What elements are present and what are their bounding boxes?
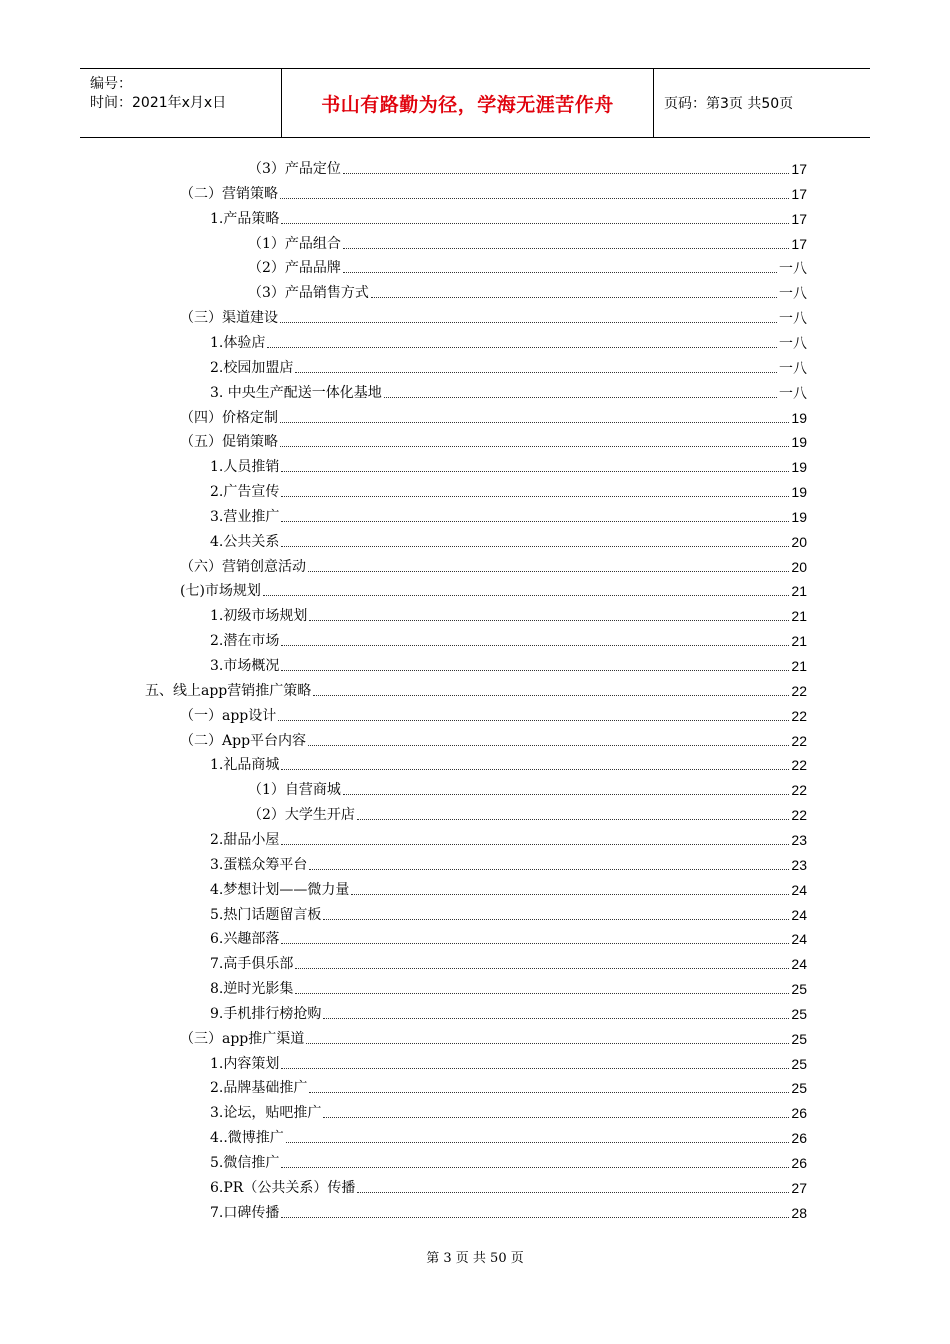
toc-dot-leader [281, 520, 789, 522]
toc-entry-page-number: 19 [791, 459, 807, 476]
toc-entry-title: 2.潜在市场 [210, 633, 280, 650]
toc-entry[interactable] [248, 804, 807, 826]
toc-entry-page-number: 22 [791, 782, 807, 799]
toc-entry[interactable] [210, 1077, 807, 1099]
toc-dot-leader [323, 1017, 789, 1019]
header-page-info [664, 69, 870, 137]
toc-entry-page-number: 28 [791, 1204, 807, 1221]
toc-entry-title: （2）产品品牌 [248, 260, 341, 277]
toc-entry-title: 1.初级市场规划 [210, 608, 308, 625]
page-footer: 第 3 页 共 50 页 [426, 1251, 524, 1266]
toc-dot-leader [343, 793, 790, 795]
toc-dot-leader [281, 222, 789, 224]
toc-entry-title: 3.市场概况 [210, 658, 280, 674]
toc-entry[interactable] [180, 556, 807, 578]
toc-entry-title: 1.产品策略 [210, 210, 280, 227]
toc-entry-page-number: 21 [791, 583, 807, 600]
toc-entry[interactable] [210, 829, 807, 851]
toc-dot-leader [267, 346, 777, 348]
toc-entry[interactable] [210, 456, 807, 478]
toc-entry-title: （二）营销策略 [180, 185, 278, 202]
toc-entry-page-number: 一八 [779, 334, 807, 351]
toc-entry-page-number: 25 [791, 1005, 807, 1022]
toc-dot-leader [323, 1116, 789, 1118]
toc-entry-page-number: 23 [791, 831, 807, 848]
toc-entry-page-number: 20 [791, 558, 807, 575]
header-page-info-text: 页码：第3页 共50页 [664, 96, 794, 112]
toc-entry-page-number: 24 [791, 931, 807, 948]
toc-entry-page-number: 21 [791, 633, 807, 650]
toc-entry-page-number: 19 [791, 409, 807, 426]
toc-entry-page-number: 25 [791, 1055, 807, 1072]
toc-entry-page-number: 22 [791, 682, 807, 699]
toc-dot-leader [281, 545, 789, 547]
toc-entry-page-number: 22 [791, 757, 807, 774]
toc-entry[interactable] [210, 630, 807, 652]
toc-entry[interactable] [210, 953, 807, 975]
toc-entry-page-number: 23 [791, 856, 807, 873]
toc-entry-title: 4..微博推广 [210, 1130, 284, 1147]
toc-entry[interactable] [210, 1202, 807, 1224]
toc-entry-title: 7.高手俱乐部 [210, 956, 294, 973]
toc-entry[interactable] [248, 158, 807, 180]
toc-entry-page-number: 22 [791, 732, 807, 749]
toc-entry-page-number: 24 [791, 906, 807, 923]
toc-dot-leader [281, 1216, 789, 1218]
toc-dot-leader [343, 172, 790, 174]
toc-entry-title: 7.口碑传播 [210, 1204, 280, 1221]
toc-dot-leader [278, 719, 789, 721]
toc-entry-title: （四）价格定制 [180, 409, 278, 426]
toc-entry[interactable] [210, 879, 807, 901]
toc-entry-page-number: 25 [791, 981, 807, 998]
toc-entry-page-number: 一八 [779, 310, 807, 327]
toc-dot-leader [306, 1042, 789, 1044]
toc-dot-leader [295, 992, 789, 994]
toc-entry[interactable] [210, 605, 807, 627]
toc-entry-page-number: 一八 [779, 285, 807, 302]
toc-entry[interactable] [248, 779, 807, 801]
toc-entry[interactable] [210, 854, 807, 876]
toc-entry[interactable] [180, 431, 807, 453]
toc-entry-title: （3）产品定位 [248, 161, 341, 177]
toc-entry-title: （2）大学生开店 [248, 807, 355, 824]
toc-entry-title: 1.内容策划 [210, 1055, 280, 1072]
toc-entry-page-number: 一八 [779, 359, 807, 376]
toc-entry-title: （三）app推广渠道 [180, 1030, 305, 1047]
toc-entry-page-number: 21 [791, 608, 807, 625]
toc-entry-title: 2.校园加盟店 [210, 359, 294, 376]
toc-entry-title: 3. 中央生产配送一体化基地 [210, 384, 382, 401]
toc-entry-page-number: 一八 [779, 260, 807, 277]
toc-dot-leader [309, 868, 789, 870]
toc-dot-leader [351, 893, 789, 895]
toc-entry-page-number: 26 [791, 1155, 807, 1171]
toc-entry[interactable] [210, 1127, 807, 1149]
toc-entry-title: （六）营销创意活动 [180, 558, 306, 575]
toc-entry-page-number: 25 [791, 1030, 807, 1047]
toc-entry[interactable] [180, 730, 807, 752]
toc-entry-page-number: 24 [791, 881, 807, 898]
toc-entry-title: 五、线上app营销推广策略 [145, 682, 312, 699]
toc-dot-leader [343, 271, 777, 273]
toc-dot-leader [295, 967, 789, 969]
header-motto: 书山有路勤为径，学海无涯苦作舟 [282, 69, 654, 137]
toc-entry-page-number: 20 [791, 533, 807, 550]
toc-entry[interactable] [210, 1177, 807, 1199]
toc-entry[interactable] [210, 1152, 807, 1174]
toc-dot-leader [308, 744, 789, 746]
toc-entry-page-number: 17 [791, 161, 807, 177]
toc-dot-leader [280, 421, 789, 423]
toc-entry-title: （1）自营商城 [248, 782, 341, 799]
toc-entry-title: 6.兴趣部落 [210, 931, 280, 948]
document-number-label: 编号： [90, 76, 132, 92]
toc-entry[interactable] [210, 754, 807, 776]
toc-dot-leader [323, 918, 789, 920]
toc-entry-title: 4.公共关系 [210, 533, 280, 550]
toc-entry-title: （3）产品销售方式 [248, 285, 369, 302]
toc-entry[interactable] [210, 1102, 807, 1124]
toc-entry[interactable] [145, 680, 807, 702]
toc-entry-title: （一）app设计 [180, 707, 277, 724]
toc-entry-page-number: 一八 [779, 384, 807, 401]
toc-entry[interactable] [248, 282, 807, 304]
toc-entry-title: （三）渠道建设 [180, 310, 278, 327]
toc-dot-leader [309, 1091, 789, 1093]
page-header [80, 68, 870, 138]
toc-dot-leader [371, 296, 777, 298]
toc-entry-title: 9.手机排行榜抢购 [210, 1005, 322, 1022]
toc-entry-title: 2.品牌基础推广 [210, 1080, 308, 1097]
toc-entry-page-number: 17 [791, 235, 807, 252]
toc-entry-title: (七)市场规划 [180, 583, 261, 600]
toc-entry[interactable] [210, 978, 807, 1000]
toc-dot-leader [281, 495, 789, 497]
toc-entry[interactable] [210, 1053, 807, 1075]
toc-dot-leader [313, 694, 789, 696]
toc-dot-leader [281, 644, 789, 646]
toc-entry-page-number: 26 [791, 1105, 807, 1122]
toc-entry-page-number: 26 [791, 1130, 807, 1147]
toc-entry[interactable] [180, 580, 807, 602]
toc-dot-leader [281, 470, 789, 472]
toc-entry[interactable] [210, 506, 807, 528]
toc-entry[interactable] [210, 531, 807, 553]
toc-entry-title: （1）产品组合 [248, 235, 341, 252]
toc-entry-title: 1.礼品商城 [210, 757, 280, 774]
toc-entry-title: 2.甜品小屋 [210, 831, 280, 848]
toc-dot-leader [281, 1166, 789, 1168]
toc-entry-title: 4.梦想计划——微力量 [210, 881, 350, 898]
toc-dot-leader [281, 942, 789, 944]
toc-entry-page-number: 21 [791, 658, 807, 674]
toc-dot-leader [357, 818, 790, 820]
toc-entry-title: 1.人员推销 [210, 459, 280, 476]
toc-dot-leader [384, 396, 777, 398]
toc-entry-page-number: 24 [791, 956, 807, 973]
toc-entry-title: 5.热门话题留言板 [210, 906, 322, 923]
toc-dot-leader [309, 619, 789, 621]
toc-entry-page-number: 17 [791, 185, 807, 202]
toc-entry[interactable] [180, 407, 807, 429]
toc-dot-leader [280, 321, 777, 323]
toc-entry[interactable] [210, 904, 807, 926]
document-time-label: 时间：2021年x月x日 [90, 95, 227, 111]
toc-entry-title: 5.微信推广 [210, 1155, 280, 1171]
toc-entry-page-number: 27 [791, 1179, 807, 1196]
toc-entry-page-number: 22 [791, 807, 807, 824]
toc-entry[interactable] [248, 233, 807, 255]
toc-entry[interactable] [180, 307, 807, 329]
toc-entry[interactable] [210, 357, 807, 379]
toc-entry[interactable] [180, 705, 807, 727]
toc-entry-page-number: 19 [791, 434, 807, 451]
toc-entry-title: 2.广告宣传 [210, 484, 280, 501]
toc-dot-leader [281, 843, 789, 845]
toc-entry[interactable] [180, 1028, 807, 1050]
toc-dot-leader [281, 669, 789, 671]
toc-entry-title: 3.论坛，贴吧推广 [210, 1105, 322, 1122]
toc-dot-leader [286, 1141, 790, 1143]
toc-entry[interactable] [210, 655, 807, 677]
toc-entry[interactable] [210, 481, 807, 503]
toc-entry[interactable] [210, 928, 807, 950]
toc-dot-leader [263, 594, 789, 596]
toc-dot-leader [308, 570, 789, 572]
toc-entry-page-number: 19 [791, 484, 807, 501]
toc-entry-title: 3.营业推广 [210, 508, 280, 525]
toc-entry-page-number: 22 [791, 707, 807, 724]
toc-entry-page-number: 19 [791, 508, 807, 525]
toc-dot-leader [281, 1067, 789, 1069]
toc-entry[interactable] [210, 332, 807, 354]
toc-dot-leader [357, 1191, 789, 1193]
toc-entry-title: （二）App平台内容 [180, 732, 307, 749]
toc-entry-title: 1.体验店 [210, 334, 266, 351]
toc-entry-title: 6.PR（公共关系）传播 [210, 1179, 356, 1196]
toc-entry-page-number: 17 [791, 210, 807, 227]
toc-dot-leader [343, 247, 790, 249]
toc-dot-leader [280, 445, 789, 447]
toc-dot-leader [295, 371, 777, 373]
toc-entry[interactable] [248, 257, 807, 279]
toc-entry[interactable] [210, 208, 807, 230]
toc-entry[interactable] [210, 1003, 807, 1025]
toc-entry-page-number: 25 [791, 1080, 807, 1097]
toc-dot-leader [281, 768, 789, 770]
toc-entry[interactable] [180, 183, 807, 205]
toc-entry-title: 3.蛋糕众筹平台 [210, 856, 308, 873]
toc-entry-title: （五）促销策略 [180, 434, 278, 451]
toc-entry-title: 8.逆时光影集 [210, 981, 294, 998]
toc-entry[interactable] [210, 382, 807, 404]
header-meta-cell [80, 69, 282, 137]
toc-dot-leader [280, 197, 789, 199]
